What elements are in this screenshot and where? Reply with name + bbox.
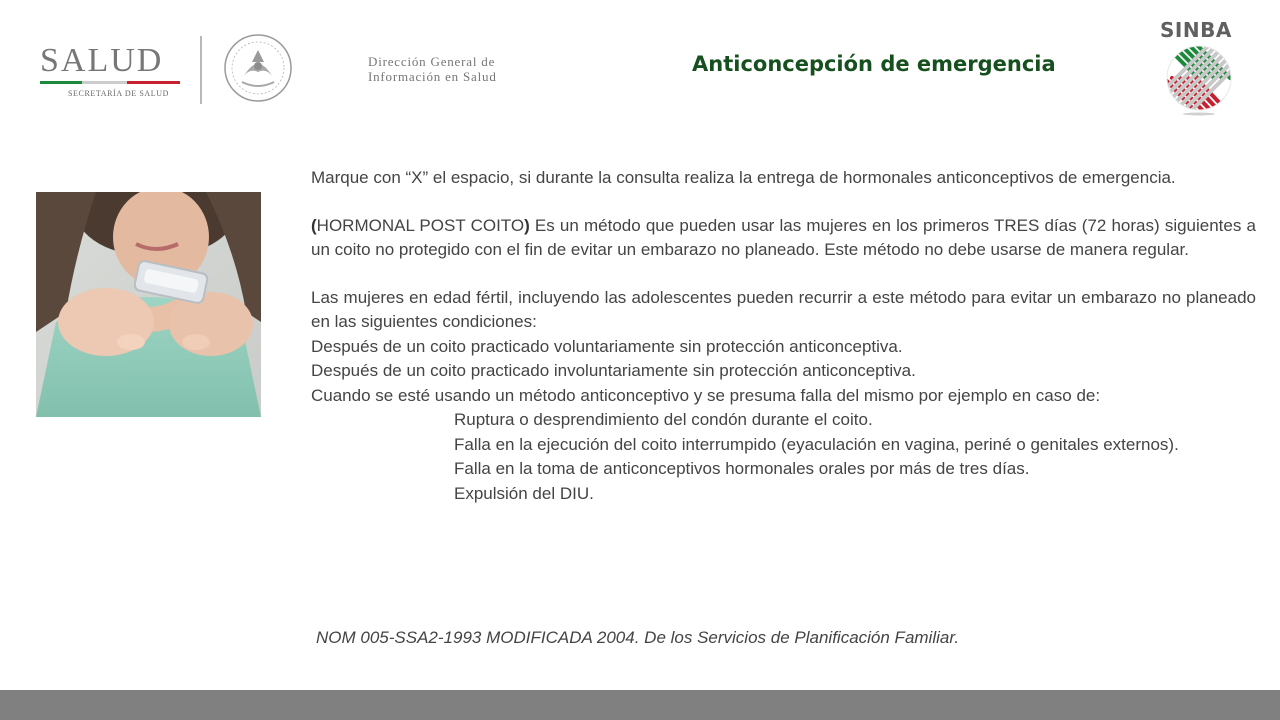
reference-citation: NOM 005-SSA2-1993 MODIFICADA 2004. De los Servicios de Planificación Familiar.: [316, 628, 960, 647]
definition-paragraph: [311, 214, 1256, 263]
condition-item: Después de un coito practicado involuntariamente sin protección anticonceptiva.: [311, 361, 916, 380]
failure-case-item: Ruptura o desprendimiento del condón durante el coito.: [454, 410, 873, 429]
failure-case-item: Falla en la ejecución del coito interrumpido (eyaculación en vagina, periné o genitales externos).: [454, 434, 1179, 454]
logo-divider: [200, 36, 202, 104]
sinba-logo-text: SINBA: [1160, 18, 1232, 42]
salud-logo-bar: [40, 81, 180, 84]
salud-logo-subtitle: SECRETARÍA DE SALUD: [68, 89, 169, 98]
sinba-globe-icon: [1164, 44, 1234, 116]
conditions-intro: Las mujeres en edad fértil, incluyendo las adolescentes pueden recurrir a este método para evitar un embarazo no planeado en las siguientes condiciones:: [311, 287, 1256, 331]
content-body: [311, 166, 1256, 506]
failure-case-item: Expulsión del DIU.: [454, 483, 594, 503]
woman-holding-pill-photo: [36, 192, 261, 417]
dgis-logo: [368, 54, 497, 84]
condition-item: Cuando se esté usando un método anticonceptivo y se presuma falla del mismo por ejemplo en caso de:: [311, 385, 1101, 405]
page-title: Anticoncepción de emergencia: [692, 52, 1056, 76]
condition-item: Después de un coito practicado voluntariamente sin protección anticonceptiva.: [311, 336, 903, 356]
mexico-seal-icon: [222, 32, 294, 104]
salud-logo-word: SALUD: [40, 42, 164, 79]
definition-term: HORMONAL POST COITO: [316, 215, 525, 235]
definition-close-paren: ): [524, 215, 530, 235]
footer-bar: [0, 690, 1280, 720]
instruction-paragraph: Marque con “X” el espacio, si durante la consulta realiza la entrega de hormonales anticonceptivos de emergencia.: [311, 168, 1176, 187]
dgis-line-2: Información en Salud: [368, 69, 497, 84]
dgis-line-1: Dirección General de: [368, 54, 496, 69]
definition-open-paren: (: [311, 215, 317, 235]
definition-text: Es un método que pueden usar las mujeres en los primeros TRES días (72 horas) siguientes a un coito no protegido con el fin de evitar un embarazo no planeado. Este método no debe usarse de manera regular.: [311, 215, 1256, 259]
failure-case-item: Falla en la toma de anticonceptivos hormonales orales por más de tres días.: [454, 459, 1030, 478]
salud-logo: [40, 44, 190, 98]
